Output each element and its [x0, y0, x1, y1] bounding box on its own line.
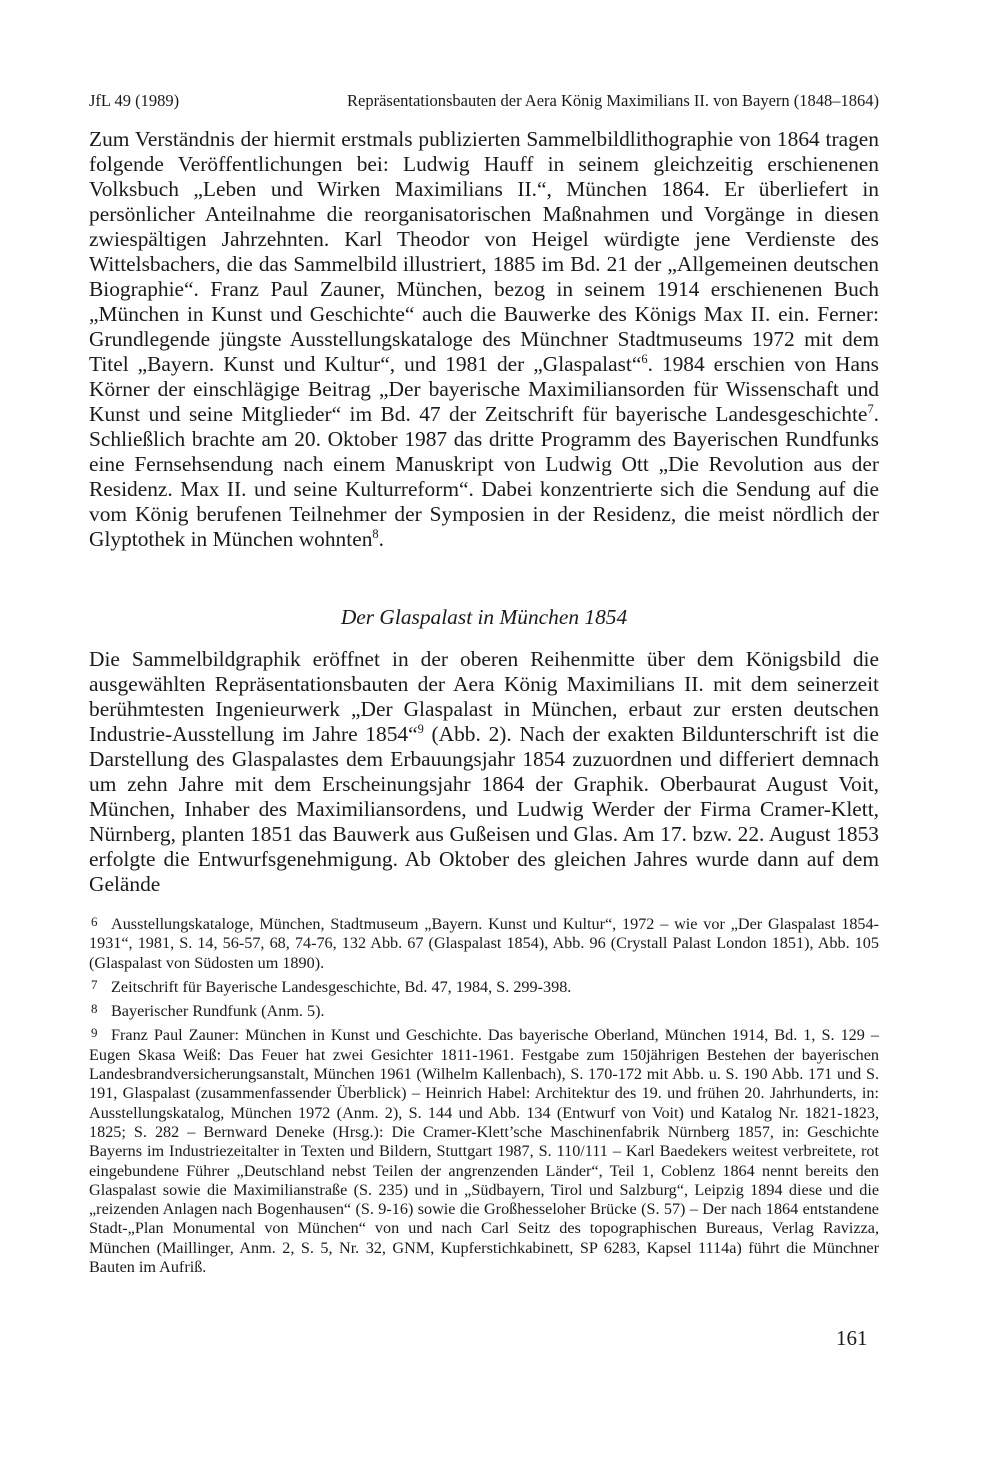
paragraph: [89, 647, 879, 897]
footnote-ref-6[interactable]: 6: [641, 351, 648, 366]
paragraph-text: . 1984 erschien von Hans Körner der einschlägige Beitrag „Der bayerische Maximiliansorden für Wissenschaft und Kunst und seine Mitglieder“ im Bd. 47 der Zeitschrift für bayerische Landesgeschichte: [89, 352, 879, 426]
running-head: [89, 90, 879, 112]
running-head-right: Repräsentationsbauten der Aera König Maximilians II. von Bayern (1848–1864): [347, 91, 879, 110]
footnote-marker: 9: [91, 1025, 98, 1041]
body-text-paragraph-2: [89, 647, 879, 897]
footnotes: [89, 912, 879, 1279]
footnote-text: Bayerischer Rundfunk (Anm. 5).: [111, 1002, 325, 1021]
section-heading: Der Glaspalast in München 1854: [340, 605, 628, 629]
footnote-8: [89, 999, 879, 1021]
footnote-marker: 7: [91, 976, 98, 992]
body-text-paragraph-1: [89, 127, 879, 552]
footnote-text: Ausstellungskataloge, München, Stadtmuseum „Bayern. Kunst und Kultur“, 1972 – wie vor „Der Glaspalast 1854-1931“, 1981, S. 14, 56-57, 68, 74-76, 132 Abb. 67 (Glaspalast 1854), Abb. 96 (Crystall Palast London 1851), Abb. 105 (Glaspalast von Südosten um 1890).: [89, 915, 879, 972]
footnote-marker: 8: [91, 1001, 98, 1017]
paragraph-text: Die Sammelbildgraphik eröffnet in der oberen Reihenmitte über dem Königsbild die ausgewählten Repräsentationsbauten der Aera König Maximilians II. mit dem seinerzeit berühmtesten Ingenieurwerk „Der Glaspalast in München, erbaut zur ersten deutschen Industrie-Ausstellung im Jahre 1854“: [89, 647, 879, 746]
paragraph-text: .: [378, 527, 384, 551]
footnote-ref-9[interactable]: 9: [417, 721, 424, 736]
footnote-9: [89, 1023, 879, 1277]
footnote-text: Zeitschrift für Bayerische Landesgeschichte, Bd. 47, 1984, S. 299-398.: [111, 977, 572, 996]
page-number: 161: [836, 1326, 868, 1350]
paragraph-text: (Abb. 2). Nach der exakten Bildunterschrift ist die Darstellung des Glaspalastes dem Erbauungsjahr 1854 zuzuordnen und differiert demnach um zehn Jahre mit dem Erscheinungsjahr 1864 der Graphik. Oberbaurat August Voit, München, Inhaber des Maximiliansordens, und Ludwig Werder der Firma Cramer-Klett, Nürnberg, planten 1851 das Bauwerk aus Gußeisen und Glas. Am 17. bzw. 22. August 1853 erfolgte die Entwurfsgenehmigung. Ab Oktober des gleichen Jahres wurde dann auf dem Gelände: [89, 722, 879, 896]
footnote-text: Franz Paul Zauner: München in Kunst und Geschichte. Das bayerische Oberland, München 1914, Bd. 1, S. 129 – Eugen Skasa Weiß: Das Feuer hat zwei Gesichter 1811-1961. Festgabe zum 150jährigen Bestehen der bayerischen Landesbrandversicherungsanstalt, München 1961 (Wilhelm Kallenbach), S. 170-172 mit Abb. u. S. 190 Abb. 171 und S. 191, Glaspalast (zusammenfassender Überblick) – Heinrich Habel: Architektur des 19. und frühen 20. Jahrhunderts, in: Ausstellungskatalog, München 1972 (Anm. 2), S. 144 und Abb. 134 (Entwurf von Voit) und Katalog Nr. 1821-1823, 1825; S. 282 – Bernward Deneke (Hrsg.): Die Cramer-Klett’sche Maschinenfabrik Nürnberg 1857, in: Geschichte Bayerns im Industriezeitalter in Texten und Bildern, Stuttgart 1987, S. 110/111 – Karl Baedekers weitest verbreitete, rot eingebundene Führer „Deutschland nebst Teilen der angrenzenden Länder“, Teil 1, Coblenz 1864 nennt bereits den Glaspalast sowie die Maximilianstraße (S. 235) und in „Südbayern, Tirol und Salzburg“, Leipzig 1894 diese und die „reizenden Anlagen nach Bogenhausen“ (S. 9-16) sowie die Großhesseloher Brücke (S. 57) – Der nach 1864 entstandene Stadt-„Plan Monumental von München“ von und nach Carl Seitz des topographischen Bureaus, Verlag Ravizza, München (Maillinger, Anm. 2, S. 5, Nr. 32, GNM, Kupferstichkabinett, SP 6283, Kapsel 1114a) führt die Münchner Bauten im Aufriß.: [89, 1026, 879, 1277]
running-head-left: JfL 49 (1989): [89, 91, 180, 110]
footnote-ref-7[interactable]: 7: [867, 401, 874, 416]
footnote-6: [89, 912, 879, 973]
footnote-7: [89, 975, 879, 997]
paragraph-text: Zum Verständnis der hiermit erstmals publizierten Sammelbildlithographie von 1864 tragen folgende Veröffentlichungen bei: Ludwig Hauff in seinem gleichzeitig erschienenen Volksbuch „Leben und Wirken Maximilians II.“, München 1864. Er überliefert in persönlicher Anteilnahme die reorganisatorischen Maßnahmen und Vorgänge in diesen zwiespältigen Jahrzehnten. Karl Theodor von Heigel würdigte jene Verdienste des Wittelsbachers, die das Sammelbild illustriert, 1885 im Bd. 21 der „Allgemeinen deutschen Biographie“. Franz Paul Zauner, München, bezog in seinem 1914 erschienenen Buch „München in Kunst und Geschichte“ auch die Bauwerke des Königs Max II. ein. Ferner: Grundlegende jüngste Ausstellungskataloge des Münchner Stadtmuseums 1972 mit dem Titel „Bayern. Kunst und Kultur“, und 1981 der „Glaspalast“: [89, 127, 879, 376]
footnote-marker: 6: [91, 914, 98, 929]
paragraph-text: . Schließlich brachte am 20. Oktober 1987 das dritte Programm des Bayerischen Rundfunks eine Fernsehsendung nach einem Manuskript von Ludwig Ott „Die Revolution aus der Residenz. Max II. und seine Kulturreform“. Dabei konzentrierte sich die Sendung auf die vom König berufenen Teilnehmer der Symposien in der Residenz, die meist nördlich der Glyptothek in München wohnten: [89, 402, 879, 551]
paragraph: [89, 127, 879, 552]
footnote-ref-8[interactable]: 8: [372, 526, 379, 541]
